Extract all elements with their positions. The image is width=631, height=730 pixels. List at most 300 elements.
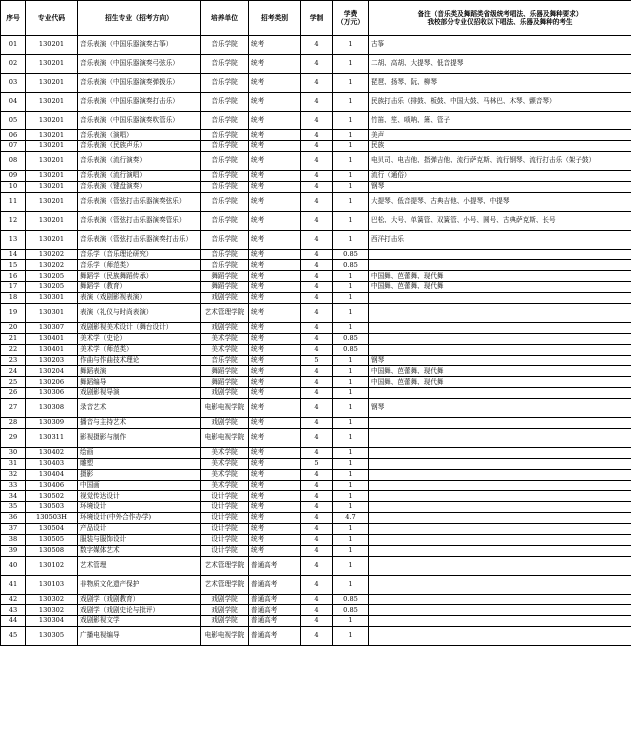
table-row — [1, 594, 631, 605]
cell-no: 32 — [1, 469, 26, 480]
cell-fee: 1 — [333, 616, 369, 627]
cell-fee: 1 — [333, 355, 369, 366]
cell-unit: 音乐学院 — [201, 182, 249, 193]
cell-note — [369, 605, 631, 616]
cell-category: 统考 — [249, 322, 301, 333]
cell-note — [369, 594, 631, 605]
cell-fee: 1 — [333, 211, 369, 230]
cell-fee: 0.85 — [333, 605, 369, 616]
cell-no: 29 — [1, 428, 26, 447]
cell-unit: 美术学院 — [201, 447, 249, 458]
table-row — [1, 605, 631, 616]
cell-major: 音乐表演（管弦打击乐器演奏打击乐） — [78, 230, 201, 249]
cell-unit: 音乐学院 — [201, 152, 249, 171]
cell-major: 舞蹈表演 — [78, 366, 201, 377]
cell-code: 130202 — [26, 249, 78, 260]
cell-major: 绘画 — [78, 447, 201, 458]
table-row — [1, 575, 631, 594]
cell-unit: 舞蹈学院 — [201, 377, 249, 388]
cell-note: 中国舞、芭蕾舞、现代舞 — [369, 366, 631, 377]
header-fee: 学费 （万元） — [333, 1, 369, 36]
cell-no: 44 — [1, 616, 26, 627]
cell-years: 4 — [301, 575, 333, 594]
cell-fee: 1 — [333, 428, 369, 447]
cell-note: 民族打击乐（排鼓、板鼓、中国大鼓、马林巴、木琴、颤音琴） — [369, 92, 631, 111]
cell-code: 130201 — [26, 211, 78, 230]
cell-code: 130304 — [26, 616, 78, 627]
cell-unit: 艺术管理学院 — [201, 556, 249, 575]
cell-code: 130505 — [26, 534, 78, 545]
cell-fee: 1 — [333, 491, 369, 502]
cell-years: 4 — [301, 502, 333, 513]
cell-major: 舞蹈编导 — [78, 377, 201, 388]
table-row — [1, 192, 631, 211]
cell-years: 4 — [301, 92, 333, 111]
table-row — [1, 322, 631, 333]
cell-fee: 1 — [333, 54, 369, 73]
cell-code: 130508 — [26, 545, 78, 556]
cell-years: 4 — [301, 260, 333, 271]
cell-fee: 1 — [333, 36, 369, 55]
cell-note — [369, 333, 631, 344]
cell-unit: 戏剧学院 — [201, 388, 249, 399]
cell-category: 普通高考 — [249, 627, 301, 646]
cell-category: 普通高考 — [249, 605, 301, 616]
cell-years: 4 — [301, 322, 333, 333]
cell-code: 130201 — [26, 54, 78, 73]
cell-years: 4 — [301, 388, 333, 399]
cell-no: 08 — [1, 152, 26, 171]
cell-no: 04 — [1, 92, 26, 111]
cell-category: 统考 — [249, 377, 301, 388]
cell-unit: 艺术管理学院 — [201, 575, 249, 594]
cell-fee: 1 — [333, 502, 369, 513]
cell-category: 统考 — [249, 502, 301, 513]
cell-no: 24 — [1, 366, 26, 377]
cell-years: 4 — [301, 399, 333, 418]
cell-major: 音乐表演（流行演唱） — [78, 171, 201, 182]
cell-category: 统考 — [249, 545, 301, 556]
cell-note — [369, 249, 631, 260]
cell-category: 统考 — [249, 491, 301, 502]
cell-no: 16 — [1, 271, 26, 282]
cell-no: 40 — [1, 556, 26, 575]
cell-fee: 1 — [333, 111, 369, 130]
cell-category: 统考 — [249, 447, 301, 458]
cell-note — [369, 513, 631, 524]
table-row — [1, 344, 631, 355]
cell-major: 戏剧影视文学 — [78, 616, 201, 627]
cell-category: 统考 — [249, 111, 301, 130]
cell-fee: 1 — [333, 293, 369, 304]
cell-unit: 设计学院 — [201, 513, 249, 524]
cell-note — [369, 322, 631, 333]
cell-years: 4 — [301, 192, 333, 211]
cell-category: 统考 — [249, 73, 301, 92]
cell-category: 统考 — [249, 152, 301, 171]
cell-no: 07 — [1, 141, 26, 152]
cell-note — [369, 556, 631, 575]
cell-no: 21 — [1, 333, 26, 344]
header-category: 招考类别 — [249, 1, 301, 36]
cell-note: 巴松、大号、单簧管、双簧管、小号、圆号、古典萨克斯、长号 — [369, 211, 631, 230]
cell-years: 4 — [301, 304, 333, 323]
cell-no: 33 — [1, 480, 26, 491]
cell-fee: 1 — [333, 545, 369, 556]
cell-code: 130201 — [26, 182, 78, 193]
cell-note — [369, 502, 631, 513]
table-row — [1, 377, 631, 388]
cell-fee: 1 — [333, 377, 369, 388]
cell-code: 130201 — [26, 92, 78, 111]
cell-years: 4 — [301, 293, 333, 304]
cell-category: 统考 — [249, 271, 301, 282]
cell-years: 4 — [301, 366, 333, 377]
cell-code: 130311 — [26, 428, 78, 447]
table-row — [1, 428, 631, 447]
cell-major: 音乐表演（管弦打击乐器演奏管乐） — [78, 211, 201, 230]
cell-major: 播音与主持艺术 — [78, 418, 201, 429]
cell-unit: 音乐学院 — [201, 130, 249, 141]
cell-code: 130403 — [26, 458, 78, 469]
cell-note: 中国舞、芭蕾舞、现代舞 — [369, 377, 631, 388]
header-note: 备注（音乐类及舞蹈类省级统考唱法、乐器及舞种要求） 我校部分专业仅招收以下唱法、乐器及舞种的考生 — [369, 1, 631, 36]
cell-code: 130202 — [26, 260, 78, 271]
cell-code: 130201 — [26, 111, 78, 130]
cell-category: 统考 — [249, 211, 301, 230]
cell-no: 12 — [1, 211, 26, 230]
cell-no: 38 — [1, 534, 26, 545]
cell-major: 表演（戏剧影视表演） — [78, 293, 201, 304]
table-row — [1, 141, 631, 152]
cell-no: 15 — [1, 260, 26, 271]
table-row — [1, 399, 631, 418]
cell-fee: 1 — [333, 171, 369, 182]
cell-major: 服装与服饰设计 — [78, 534, 201, 545]
cell-note: 钢琴 — [369, 182, 631, 193]
header-major: 招生专业（招考方向） — [78, 1, 201, 36]
cell-category: 统考 — [249, 36, 301, 55]
cell-unit: 音乐学院 — [201, 230, 249, 249]
cell-fee: 1 — [333, 399, 369, 418]
cell-note — [369, 480, 631, 491]
cell-no: 01 — [1, 36, 26, 55]
cell-category: 统考 — [249, 333, 301, 344]
cell-category: 统考 — [249, 418, 301, 429]
cell-fee: 1 — [333, 447, 369, 458]
cell-note: 民族 — [369, 141, 631, 152]
header-row — [1, 1, 631, 36]
cell-code: 130401 — [26, 333, 78, 344]
cell-category: 统考 — [249, 171, 301, 182]
table-row — [1, 388, 631, 399]
cell-years: 4 — [301, 428, 333, 447]
cell-category: 统考 — [249, 458, 301, 469]
table-row — [1, 211, 631, 230]
cell-unit: 音乐学院 — [201, 73, 249, 92]
cell-note — [369, 627, 631, 646]
cell-category: 统考 — [249, 344, 301, 355]
cell-category: 统考 — [249, 480, 301, 491]
cell-no: 02 — [1, 54, 26, 73]
cell-note: 大提琴、低音提琴、古典吉他、小提琴、中提琴 — [369, 192, 631, 211]
cell-category: 统考 — [249, 366, 301, 377]
table-row — [1, 171, 631, 182]
cell-years: 4 — [301, 152, 333, 171]
cell-note — [369, 469, 631, 480]
table-row — [1, 92, 631, 111]
cell-note — [369, 388, 631, 399]
cell-note — [369, 575, 631, 594]
cell-no: 10 — [1, 182, 26, 193]
cell-years: 4 — [301, 344, 333, 355]
cell-code: 130402 — [26, 447, 78, 458]
cell-major: 非物质文化遗产保护 — [78, 575, 201, 594]
table-row — [1, 249, 631, 260]
cell-no: 42 — [1, 594, 26, 605]
cell-category: 普通高考 — [249, 556, 301, 575]
cell-no: 43 — [1, 605, 26, 616]
cell-no: 11 — [1, 192, 26, 211]
cell-unit: 舞蹈学院 — [201, 271, 249, 282]
cell-note: 电贝司、电吉他、指弹吉他、流行萨克斯、流行钢琴、流行打击乐（架子鼓） — [369, 152, 631, 171]
cell-category: 统考 — [249, 192, 301, 211]
cell-major: 环境设计(中外合作办学) — [78, 513, 201, 524]
cell-unit: 音乐学院 — [201, 92, 249, 111]
cell-code: 130201 — [26, 130, 78, 141]
cell-major: 表演（礼仪与时尚表演） — [78, 304, 201, 323]
cell-code: 130201 — [26, 73, 78, 92]
cell-unit: 音乐学院 — [201, 111, 249, 130]
cell-fee: 1 — [333, 534, 369, 545]
cell-years: 4 — [301, 534, 333, 545]
cell-major: 音乐表演（中国乐器演奏弹拨乐） — [78, 73, 201, 92]
cell-unit: 音乐学院 — [201, 192, 249, 211]
cell-major: 舞蹈学（民族舞蹈传承） — [78, 271, 201, 282]
cell-no: 45 — [1, 627, 26, 646]
cell-unit: 设计学院 — [201, 502, 249, 513]
cell-fee: 1 — [333, 388, 369, 399]
cell-years: 4 — [301, 182, 333, 193]
cell-years: 4 — [301, 333, 333, 344]
cell-years: 4 — [301, 211, 333, 230]
cell-years: 4 — [301, 230, 333, 249]
cell-no: 20 — [1, 322, 26, 333]
cell-major: 音乐学（师范类） — [78, 260, 201, 271]
cell-major: 音乐表演（民族声乐） — [78, 141, 201, 152]
cell-major: 美术学（师范类） — [78, 344, 201, 355]
cell-unit: 戏剧学院 — [201, 616, 249, 627]
cell-note — [369, 293, 631, 304]
cell-unit: 美术学院 — [201, 480, 249, 491]
cell-fee: 4.7 — [333, 513, 369, 524]
cell-code: 130201 — [26, 36, 78, 55]
cell-code: 130201 — [26, 230, 78, 249]
cell-note — [369, 447, 631, 458]
cell-no: 30 — [1, 447, 26, 458]
cell-fee: 0.85 — [333, 594, 369, 605]
cell-years: 4 — [301, 377, 333, 388]
cell-category: 统考 — [249, 141, 301, 152]
cell-fee: 1 — [333, 282, 369, 293]
cell-major: 产品设计 — [78, 524, 201, 535]
cell-code: 130201 — [26, 192, 78, 211]
cell-years: 4 — [301, 54, 333, 73]
cell-major: 视觉传达设计 — [78, 491, 201, 502]
table-row — [1, 556, 631, 575]
cell-no: 39 — [1, 545, 26, 556]
table-row — [1, 282, 631, 293]
cell-code: 130306 — [26, 388, 78, 399]
cell-no: 19 — [1, 304, 26, 323]
cell-unit: 美术学院 — [201, 458, 249, 469]
cell-note: 中国舞、芭蕾舞、现代舞 — [369, 271, 631, 282]
cell-code: 130201 — [26, 152, 78, 171]
cell-code: 130404 — [26, 469, 78, 480]
cell-fee: 1 — [333, 480, 369, 491]
cell-no: 26 — [1, 388, 26, 399]
cell-fee: 1 — [333, 366, 369, 377]
cell-unit: 设计学院 — [201, 545, 249, 556]
cell-code: 130401 — [26, 344, 78, 355]
cell-category: 普通高考 — [249, 575, 301, 594]
cell-major: 音乐表演（演唱） — [78, 130, 201, 141]
table-row — [1, 616, 631, 627]
cell-unit: 音乐学院 — [201, 211, 249, 230]
cell-fee: 1 — [333, 130, 369, 141]
cell-code: 130503 — [26, 502, 78, 513]
cell-fee: 1 — [333, 192, 369, 211]
cell-code: 130102 — [26, 556, 78, 575]
cell-no: 06 — [1, 130, 26, 141]
cell-category: 统考 — [249, 524, 301, 535]
cell-no: 36 — [1, 513, 26, 524]
cell-no: 17 — [1, 282, 26, 293]
cell-unit: 音乐学院 — [201, 141, 249, 152]
table-row — [1, 447, 631, 458]
cell-note: 钢琴 — [369, 399, 631, 418]
cell-years: 4 — [301, 545, 333, 556]
cell-no: 05 — [1, 111, 26, 130]
cell-major: 戏剧影视导演 — [78, 388, 201, 399]
cell-major: 影视摄影与制作 — [78, 428, 201, 447]
cell-note — [369, 545, 631, 556]
cell-major: 音乐表演（键盘演奏） — [78, 182, 201, 193]
cell-unit: 音乐学院 — [201, 171, 249, 182]
cell-unit: 电影电视学院 — [201, 428, 249, 447]
cell-unit: 戏剧学院 — [201, 293, 249, 304]
cell-fee: 1 — [333, 271, 369, 282]
cell-no: 31 — [1, 458, 26, 469]
cell-major: 中国画 — [78, 480, 201, 491]
cell-years: 4 — [301, 556, 333, 575]
cell-code: 130103 — [26, 575, 78, 594]
cell-note: 竹笛、笙、唢呐、箫、管子 — [369, 111, 631, 130]
cell-major: 音乐表演（中国乐器演奏古筝） — [78, 36, 201, 55]
cell-major: 环境设计 — [78, 502, 201, 513]
cell-note: 美声 — [369, 130, 631, 141]
cell-fee: 1 — [333, 418, 369, 429]
cell-category: 统考 — [249, 293, 301, 304]
cell-no: 37 — [1, 524, 26, 535]
table-row — [1, 502, 631, 513]
cell-note — [369, 344, 631, 355]
cell-fee: 1 — [333, 556, 369, 575]
table-row — [1, 304, 631, 323]
cell-fee: 0.85 — [333, 260, 369, 271]
cell-years: 4 — [301, 594, 333, 605]
cell-code: 130206 — [26, 377, 78, 388]
cell-unit: 设计学院 — [201, 491, 249, 502]
cell-category: 统考 — [249, 182, 301, 193]
cell-unit: 电影电视学院 — [201, 399, 249, 418]
cell-category: 统考 — [249, 469, 301, 480]
cell-major: 艺术管理 — [78, 556, 201, 575]
cell-fee: 1 — [333, 73, 369, 92]
cell-years: 4 — [301, 605, 333, 616]
cell-years: 4 — [301, 171, 333, 182]
cell-years: 4 — [301, 524, 333, 535]
cell-code: 130204 — [26, 366, 78, 377]
cell-unit: 舞蹈学院 — [201, 366, 249, 377]
cell-category: 统考 — [249, 513, 301, 524]
table-row — [1, 333, 631, 344]
cell-code: 130201 — [26, 171, 78, 182]
table-row — [1, 111, 631, 130]
cell-no: 28 — [1, 418, 26, 429]
table-body — [1, 36, 631, 646]
table-row — [1, 230, 631, 249]
cell-category: 统考 — [249, 92, 301, 111]
cell-code: 130201 — [26, 141, 78, 152]
cell-years: 4 — [301, 141, 333, 152]
table-row — [1, 54, 631, 73]
table-row — [1, 545, 631, 556]
cell-category: 统考 — [249, 304, 301, 323]
cell-code: 130301 — [26, 304, 78, 323]
cell-no: 35 — [1, 502, 26, 513]
table-row — [1, 418, 631, 429]
cell-no: 18 — [1, 293, 26, 304]
cell-years: 4 — [301, 480, 333, 491]
cell-category: 普通高考 — [249, 594, 301, 605]
cell-no: 25 — [1, 377, 26, 388]
cell-years: 4 — [301, 271, 333, 282]
cell-unit: 舞蹈学院 — [201, 282, 249, 293]
cell-note — [369, 304, 631, 323]
cell-code: 130302 — [26, 605, 78, 616]
cell-no: 03 — [1, 73, 26, 92]
table-row — [1, 130, 631, 141]
cell-fee: 0.85 — [333, 333, 369, 344]
cell-no: 22 — [1, 344, 26, 355]
cell-code: 130205 — [26, 282, 78, 293]
cell-unit: 艺术管理学院 — [201, 304, 249, 323]
cell-years: 5 — [301, 355, 333, 366]
cell-no: 27 — [1, 399, 26, 418]
table-row — [1, 458, 631, 469]
cell-years: 4 — [301, 469, 333, 480]
cell-years: 4 — [301, 616, 333, 627]
cell-category: 统考 — [249, 428, 301, 447]
table-row — [1, 534, 631, 545]
cell-unit: 音乐学院 — [201, 355, 249, 366]
header-years: 学制 — [301, 1, 333, 36]
table-row — [1, 355, 631, 366]
cell-major: 数字媒体艺术 — [78, 545, 201, 556]
cell-category: 统考 — [249, 230, 301, 249]
cell-unit: 戏剧学院 — [201, 322, 249, 333]
